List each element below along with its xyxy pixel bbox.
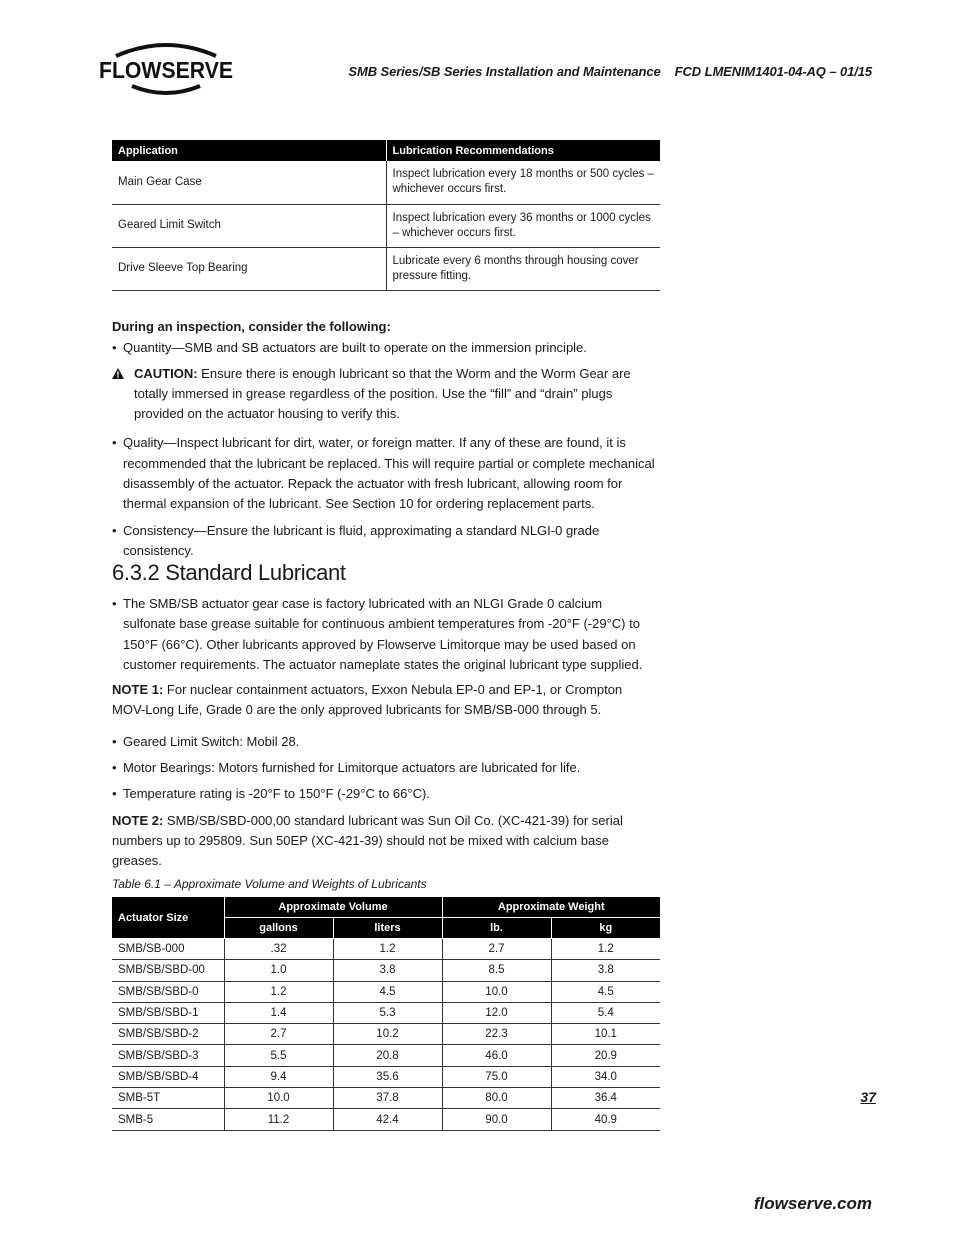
actuator-size-cell: SMB/SB/SBD-0 — [112, 981, 224, 1002]
warning-triangle-icon — [112, 368, 124, 379]
table-row — [112, 1109, 660, 1130]
table-row — [112, 939, 660, 960]
liters-cell: 4.5 — [333, 981, 442, 1002]
actuator-size-cell: SMB/SB/SBD-2 — [112, 1024, 224, 1045]
column-header-gallons: gallons — [224, 918, 333, 939]
table-row — [112, 981, 660, 1002]
lb-cell: 8.5 — [442, 960, 551, 981]
bullet-limit-switch: • Geared Limit Switch: Mobil 28. — [112, 732, 658, 752]
note-1 — [112, 680, 658, 721]
actuator-size-cell: SMB-5T — [112, 1088, 224, 1109]
table-row — [112, 1088, 660, 1109]
liters-cell: 10.2 — [333, 1024, 442, 1045]
table-caption: Table 6.1 – Approximate Volume and Weights of Lubricants — [112, 877, 427, 891]
gallons-cell: 2.7 — [224, 1024, 333, 1045]
table-row — [112, 161, 660, 204]
inspection-heading: During an inspection, consider the following: — [112, 319, 391, 334]
note-2-text: SMB/SB/SBD-000,00 standard lubricant was Sun Oil Co. (XC-421-39) for serial numbers up to 295809. Sun 50EP (XC-421-39) should not be mixed with calcium base greases. — [112, 812, 623, 869]
lb-cell: 90.0 — [442, 1109, 551, 1130]
kg-cell: 36.4 — [551, 1088, 660, 1109]
table-row — [112, 1045, 660, 1066]
volume-table-body — [112, 939, 660, 1131]
actuator-size-cell: SMB/SB/SBD-3 — [112, 1045, 224, 1066]
kg-cell: 1.2 — [551, 939, 660, 960]
gallons-cell: .32 — [224, 939, 333, 960]
note-2-label: NOTE 2: — [112, 812, 164, 828]
table-row — [112, 247, 660, 290]
table-row — [112, 1024, 660, 1045]
bullet-consistency: • Consistency—Ensure the lubricant is fluid, approximating a standard NLGI-0 grade consistency. — [112, 521, 658, 562]
column-header-application: Application — [112, 140, 386, 161]
lb-cell: 80.0 — [442, 1088, 551, 1109]
liters-cell: 1.2 — [333, 939, 442, 960]
kg-cell: 40.9 — [551, 1109, 660, 1130]
actuator-size-cell: SMB/SB/SBD-00 — [112, 960, 224, 981]
kg-cell: 10.1 — [551, 1024, 660, 1045]
table-row — [112, 1066, 660, 1087]
lubrication-table — [112, 140, 660, 291]
actuator-size-cell: SMB/SB/SBD-4 — [112, 1066, 224, 1087]
kg-cell: 34.0 — [551, 1066, 660, 1087]
lb-cell: 75.0 — [442, 1066, 551, 1087]
bullet-temperature: • Temperature rating is -20°F to 150°F (-29°C to 66°C). — [112, 784, 658, 804]
lb-cell: 10.0 — [442, 981, 551, 1002]
flowserve-logo — [96, 40, 236, 96]
table-row — [112, 1002, 660, 1023]
liters-cell: 3.8 — [333, 960, 442, 981]
standard-lubricant-section — [112, 594, 658, 872]
column-header-recommendations: Lubrication Recommendations — [386, 140, 660, 161]
lb-cell: 46.0 — [442, 1045, 551, 1066]
table-row — [112, 960, 660, 981]
document-title: SMB Series/SB Series Installation and Maintenance — [348, 64, 661, 79]
liters-cell: 20.8 — [333, 1045, 442, 1066]
gallons-cell: 1.2 — [224, 981, 333, 1002]
group-header-weight: Approximate Weight — [442, 897, 660, 918]
liters-cell: 35.6 — [333, 1066, 442, 1087]
recommendation-cell: Lubricate every 6 months through housing cover pressure fitting. — [386, 247, 660, 290]
kg-cell: 20.9 — [551, 1045, 660, 1066]
application-cell: Main Gear Case — [112, 161, 386, 204]
section-heading: 6.3.2 Standard Lubricant — [112, 560, 346, 585]
actuator-size-cell: SMB-5 — [112, 1109, 224, 1130]
liters-cell: 42.4 — [333, 1109, 442, 1130]
lubricant-volume-table — [112, 897, 660, 1131]
column-header-kg: kg — [551, 918, 660, 939]
recommendation-cell: Inspect lubrication every 18 months or 500 cycles – whichever occurs first. — [386, 161, 660, 204]
document-code: FCD LMENIM1401-04-AQ – 01/15 — [674, 64, 872, 79]
logo-wordmark: FLOWSERVE — [99, 57, 233, 83]
inspection-section — [112, 317, 658, 561]
gallons-cell: 1.0 — [224, 960, 333, 981]
actuator-size-cell: SMB/SB/SBD-1 — [112, 1002, 224, 1023]
caution-label: CAUTION: — [134, 365, 198, 381]
lb-cell: 2.7 — [442, 939, 551, 960]
document-header — [300, 64, 872, 79]
column-header-actuator-size: Actuator Size — [112, 897, 224, 939]
note-2 — [112, 811, 658, 872]
bullet-factory-lubrication: • The SMB/SB actuator gear case is factory lubricated with an NLGI Grade 0 calcium sulfonate base grease suitable for continuous ambient temperatures from -20°F (-29°C) to 150°F (66°C). Other lubricants approved by Flowserve Limitorque may be used based on customer requirements. The actuator nameplate states the original lubricant type supplied. — [112, 594, 658, 675]
application-cell: Drive Sleeve Top Bearing — [112, 247, 386, 290]
bullet-quantity: • Quantity—SMB and SB actuators are built to operate on the immersion principle. — [112, 338, 658, 358]
kg-cell: 5.4 — [551, 1002, 660, 1023]
page-number: 37 — [860, 1089, 876, 1105]
gallons-cell: 1.4 — [224, 1002, 333, 1023]
lb-cell: 22.3 — [442, 1024, 551, 1045]
column-header-liters: liters — [333, 918, 442, 939]
recommendation-cell: Inspect lubrication every 36 months or 1000 cycles – whichever occurs first. — [386, 204, 660, 247]
footer-website: flowserve.com — [753, 1194, 872, 1213]
lb-cell: 12.0 — [442, 1002, 551, 1023]
column-header-lb: lb. — [442, 918, 551, 939]
gallons-cell: 5.5 — [224, 1045, 333, 1066]
group-header-volume: Approximate Volume — [224, 897, 442, 918]
actuator-size-cell: SMB/SB-000 — [112, 939, 224, 960]
kg-cell: 3.8 — [551, 960, 660, 981]
gallons-cell: 10.0 — [224, 1088, 333, 1109]
caution-block — [112, 364, 658, 425]
kg-cell: 4.5 — [551, 981, 660, 1002]
gallons-cell: 11.2 — [224, 1109, 333, 1130]
bullet-quality: • Quality—Inspect lubricant for dirt, water, or foreign matter. If any of these are found, it is recommended that the lubricant be replaced. This will require partial or complete mechanical disassembly of the actuator. Repack the actuator with fresh lubricant, allowing room for thermal expansion of the lubricant. See Section 10 for ordering replacement parts. — [112, 433, 658, 514]
caution-text: Ensure there is enough lubricant so that the Worm and the Worm Gear are totally immersed in grease regardless of the position. Use the “fill” and “drain” plugs provided on the actuator housing to verify this. — [134, 365, 631, 422]
note-1-label: NOTE 1: — [112, 682, 164, 698]
bullet-motor-bearings: • Motor Bearings: Motors furnished for Limitorque actuators are lubricated for life. — [112, 758, 658, 778]
table-row — [112, 204, 660, 247]
note-1-text: For nuclear containment actuators, Exxon Nebula EP-0 and EP-1, or Crompton MOV-Long Life, Grade 0 are the only approved lubricants for SMB/SB-000 through 5. — [112, 682, 623, 718]
liters-cell: 5.3 — [333, 1002, 442, 1023]
gallons-cell: 9.4 — [224, 1066, 333, 1087]
application-cell: Geared Limit Switch — [112, 204, 386, 247]
liters-cell: 37.8 — [333, 1088, 442, 1109]
